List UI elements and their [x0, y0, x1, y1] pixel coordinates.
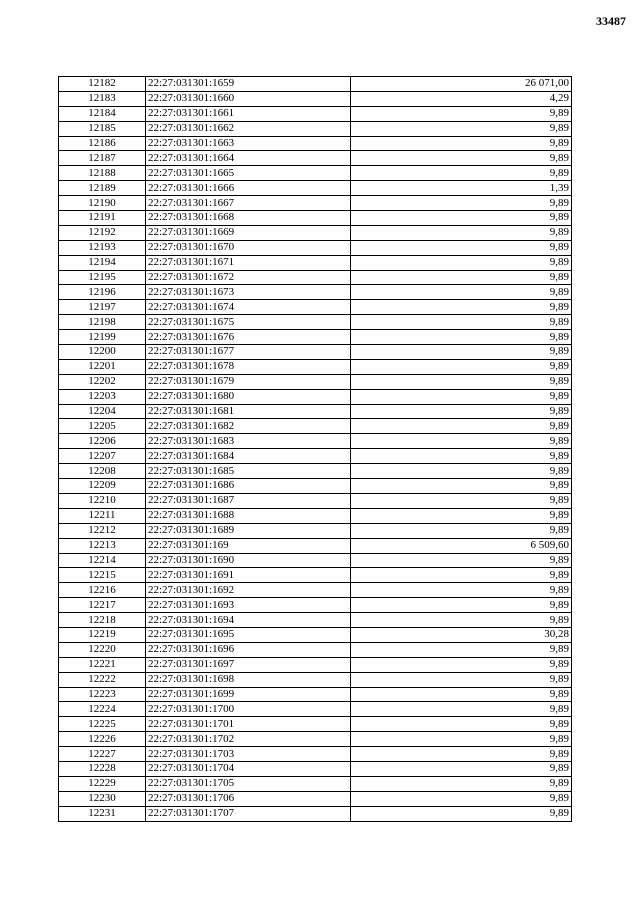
cadastral-number-cell: 22:27:031301:1667: [146, 196, 351, 211]
cadastral-number-cell: 22:27:031301:1684: [146, 449, 351, 464]
table-row: [59, 270, 572, 285]
cadastral-number-cell: 22:27:031301:1670: [146, 240, 351, 255]
cadastral-number-cell: 22:27:031301:1678: [146, 359, 351, 374]
table-row: [59, 761, 572, 776]
area-value-cell: 9,89: [351, 419, 572, 434]
row-number-cell: 12229: [59, 776, 146, 791]
table-row: [59, 508, 572, 523]
table-row: [59, 404, 572, 419]
row-number-cell: 12199: [59, 330, 146, 345]
table-row: [59, 657, 572, 672]
cadastral-number-cell: 22:27:031301:1696: [146, 642, 351, 657]
area-value-cell: 30,28: [351, 627, 572, 642]
row-number-cell: 12224: [59, 702, 146, 717]
row-number-cell: 12210: [59, 493, 146, 508]
row-number-cell: 12223: [59, 687, 146, 702]
table-row: [59, 91, 572, 106]
table-row: [59, 464, 572, 479]
area-value-cell: 9,89: [351, 776, 572, 791]
area-value-cell: 9,89: [351, 270, 572, 285]
row-number-cell: 12192: [59, 225, 146, 240]
table-row: [59, 613, 572, 628]
row-number-cell: 12200: [59, 345, 146, 360]
area-value-cell: 9,89: [351, 106, 572, 121]
row-number-cell: 12202: [59, 374, 146, 389]
area-value-cell: 9,89: [351, 791, 572, 806]
cadastral-number-cell: 22:27:031301:1666: [146, 181, 351, 196]
cadastral-number-cell: 22:27:031301:1691: [146, 568, 351, 583]
cadastral-number-cell: 22:27:031301:1668: [146, 211, 351, 226]
area-value-cell: 9,89: [351, 166, 572, 181]
table-row: [59, 598, 572, 613]
table-row: [59, 389, 572, 404]
table-row: [59, 359, 572, 374]
row-number-cell: 12209: [59, 479, 146, 494]
cadastral-number-cell: 22:27:031301:1662: [146, 121, 351, 136]
area-value-cell: 9,89: [351, 449, 572, 464]
cadastral-number-cell: 22:27:031301:1692: [146, 583, 351, 598]
row-number-cell: 12217: [59, 598, 146, 613]
cadastral-number-cell: 22:27:031301:169: [146, 538, 351, 553]
area-value-cell: 9,89: [351, 404, 572, 419]
row-number-cell: 12189: [59, 181, 146, 196]
table-row: [59, 479, 572, 494]
row-number-cell: 12219: [59, 627, 146, 642]
area-value-cell: 9,89: [351, 211, 572, 226]
area-value-cell: 9,89: [351, 642, 572, 657]
table-row: [59, 538, 572, 553]
row-number-cell: 12201: [59, 359, 146, 374]
row-number-cell: 12230: [59, 791, 146, 806]
row-number-cell: 12214: [59, 553, 146, 568]
table-row: [59, 717, 572, 732]
cadastral-number-cell: 22:27:031301:1676: [146, 330, 351, 345]
row-number-cell: 12215: [59, 568, 146, 583]
area-value-cell: 9,89: [351, 285, 572, 300]
row-number-cell: 12187: [59, 151, 146, 166]
table-row: [59, 77, 572, 92]
cadastral-number-cell: 22:27:031301:1672: [146, 270, 351, 285]
row-number-cell: 12231: [59, 806, 146, 821]
area-value-cell: 26 071,00: [351, 77, 572, 92]
table-row: [59, 747, 572, 762]
area-value-cell: 9,89: [351, 493, 572, 508]
row-number-cell: 12183: [59, 91, 146, 106]
table-row: [59, 374, 572, 389]
cadastral-number-cell: 22:27:031301:1674: [146, 300, 351, 315]
area-value-cell: 9,89: [351, 687, 572, 702]
cadastral-number-cell: 22:27:031301:1700: [146, 702, 351, 717]
area-value-cell: 9,89: [351, 553, 572, 568]
area-value-cell: 9,89: [351, 657, 572, 672]
area-value-cell: 4,29: [351, 91, 572, 106]
table-row: [59, 300, 572, 315]
area-value-cell: 6 509,60: [351, 538, 572, 553]
row-number-cell: 12194: [59, 255, 146, 270]
cadastral-number-cell: 22:27:031301:1669: [146, 225, 351, 240]
table-row: [59, 776, 572, 791]
row-number-cell: 12193: [59, 240, 146, 255]
cadastral-number-cell: 22:27:031301:1661: [146, 106, 351, 121]
table-row: [59, 642, 572, 657]
table-row: [59, 791, 572, 806]
cadastral-number-cell: 22:27:031301:1698: [146, 672, 351, 687]
table-row: [59, 285, 572, 300]
row-number-cell: 12207: [59, 449, 146, 464]
cadastral-number-cell: 22:27:031301:1663: [146, 136, 351, 151]
area-value-cell: 9,89: [351, 389, 572, 404]
cadastral-number-cell: 22:27:031301:1693: [146, 598, 351, 613]
row-number-cell: 12227: [59, 747, 146, 762]
table-row: [59, 240, 572, 255]
table-row: [59, 330, 572, 345]
cadastral-number-cell: 22:27:031301:1682: [146, 419, 351, 434]
row-number-cell: 12205: [59, 419, 146, 434]
row-number-cell: 12204: [59, 404, 146, 419]
row-number-cell: 12221: [59, 657, 146, 672]
cadastral-number-cell: 22:27:031301:1681: [146, 404, 351, 419]
area-value-cell: 9,89: [351, 374, 572, 389]
area-value-cell: 9,89: [351, 583, 572, 598]
row-number-cell: 12218: [59, 613, 146, 628]
row-number-cell: 12206: [59, 434, 146, 449]
area-value-cell: 9,89: [351, 464, 572, 479]
cadastral-number-cell: 22:27:031301:1697: [146, 657, 351, 672]
cadastral-number-cell: 22:27:031301:1702: [146, 732, 351, 747]
table-row: [59, 151, 572, 166]
area-value-cell: 9,89: [351, 672, 572, 687]
cadastral-number-cell: 22:27:031301:1701: [146, 717, 351, 732]
row-number-cell: 12203: [59, 389, 146, 404]
area-value-cell: 9,89: [351, 598, 572, 613]
row-number-cell: 12190: [59, 196, 146, 211]
row-number-cell: 12184: [59, 106, 146, 121]
area-value-cell: 9,89: [351, 702, 572, 717]
row-number-cell: 12197: [59, 300, 146, 315]
cadastral-number-cell: 22:27:031301:1687: [146, 493, 351, 508]
page-number: 33487: [596, 14, 626, 28]
row-number-cell: 12222: [59, 672, 146, 687]
cadastral-number-cell: 22:27:031301:1695: [146, 627, 351, 642]
table-row: [59, 419, 572, 434]
area-value-cell: 9,89: [351, 136, 572, 151]
table-row: [59, 255, 572, 270]
table-row: [59, 627, 572, 642]
area-value-cell: 9,89: [351, 225, 572, 240]
parcel-table: [58, 76, 572, 822]
row-number-cell: 12208: [59, 464, 146, 479]
cadastral-number-cell: 22:27:031301:1699: [146, 687, 351, 702]
area-value-cell: 9,89: [351, 151, 572, 166]
table-row: [59, 449, 572, 464]
area-value-cell: 9,89: [351, 121, 572, 136]
area-value-cell: 9,89: [351, 196, 572, 211]
table-row: [59, 166, 572, 181]
table-row: [59, 181, 572, 196]
row-number-cell: 12226: [59, 732, 146, 747]
cadastral-number-cell: 22:27:031301:1706: [146, 791, 351, 806]
cadastral-number-cell: 22:27:031301:1677: [146, 345, 351, 360]
cadastral-number-cell: 22:27:031301:1673: [146, 285, 351, 300]
area-value-cell: 9,89: [351, 508, 572, 523]
parcel-table-body: [59, 77, 572, 822]
area-value-cell: 9,89: [351, 315, 572, 330]
table-row: [59, 315, 572, 330]
cadastral-number-cell: 22:27:031301:1704: [146, 761, 351, 776]
table-row: [59, 345, 572, 360]
area-value-cell: 9,89: [351, 717, 572, 732]
table-row: [59, 121, 572, 136]
table-row: [59, 136, 572, 151]
cadastral-number-cell: 22:27:031301:1683: [146, 434, 351, 449]
cadastral-number-cell: 22:27:031301:1679: [146, 374, 351, 389]
area-value-cell: 9,89: [351, 479, 572, 494]
area-value-cell: 9,89: [351, 761, 572, 776]
area-value-cell: 9,89: [351, 255, 572, 270]
row-number-cell: 12220: [59, 642, 146, 657]
row-number-cell: 12182: [59, 77, 146, 92]
table-row: [59, 553, 572, 568]
table-row: [59, 672, 572, 687]
cadastral-number-cell: 22:27:031301:1675: [146, 315, 351, 330]
area-value-cell: 9,89: [351, 330, 572, 345]
table-row: [59, 702, 572, 717]
cadastral-number-cell: 22:27:031301:1690: [146, 553, 351, 568]
cadastral-number-cell: 22:27:031301:1671: [146, 255, 351, 270]
cadastral-number-cell: 22:27:031301:1665: [146, 166, 351, 181]
cadastral-number-cell: 22:27:031301:1689: [146, 523, 351, 538]
row-number-cell: 12188: [59, 166, 146, 181]
area-value-cell: 9,89: [351, 240, 572, 255]
area-value-cell: 9,89: [351, 613, 572, 628]
table-row: [59, 225, 572, 240]
row-number-cell: 12186: [59, 136, 146, 151]
row-number-cell: 12195: [59, 270, 146, 285]
row-number-cell: 12213: [59, 538, 146, 553]
cadastral-number-cell: 22:27:031301:1685: [146, 464, 351, 479]
table-row: [59, 106, 572, 121]
area-value-cell: 9,89: [351, 300, 572, 315]
area-value-cell: 9,89: [351, 523, 572, 538]
cadastral-number-cell: 22:27:031301:1705: [146, 776, 351, 791]
cadastral-number-cell: 22:27:031301:1707: [146, 806, 351, 821]
row-number-cell: 12225: [59, 717, 146, 732]
row-number-cell: 12211: [59, 508, 146, 523]
table-row: [59, 211, 572, 226]
cadastral-number-cell: 22:27:031301:1703: [146, 747, 351, 762]
table-row: [59, 806, 572, 821]
area-value-cell: 9,89: [351, 568, 572, 583]
row-number-cell: 12196: [59, 285, 146, 300]
area-value-cell: 9,89: [351, 747, 572, 762]
cadastral-number-cell: 22:27:031301:1659: [146, 77, 351, 92]
area-value-cell: 9,89: [351, 806, 572, 821]
table-row: [59, 523, 572, 538]
table-row: [59, 493, 572, 508]
cadastral-number-cell: 22:27:031301:1688: [146, 508, 351, 523]
area-value-cell: 9,89: [351, 732, 572, 747]
row-number-cell: 12191: [59, 211, 146, 226]
row-number-cell: 12198: [59, 315, 146, 330]
row-number-cell: 12216: [59, 583, 146, 598]
cadastral-number-cell: 22:27:031301:1694: [146, 613, 351, 628]
table-row: [59, 687, 572, 702]
row-number-cell: 12228: [59, 761, 146, 776]
table-row: [59, 196, 572, 211]
cadastral-number-cell: 22:27:031301:1660: [146, 91, 351, 106]
table-row: [59, 583, 572, 598]
table-row: [59, 568, 572, 583]
row-number-cell: 12212: [59, 523, 146, 538]
table-row: [59, 434, 572, 449]
area-value-cell: 9,89: [351, 434, 572, 449]
cadastral-number-cell: 22:27:031301:1680: [146, 389, 351, 404]
area-value-cell: 9,89: [351, 345, 572, 360]
cadastral-number-cell: 22:27:031301:1664: [146, 151, 351, 166]
row-number-cell: 12185: [59, 121, 146, 136]
table-row: [59, 732, 572, 747]
area-value-cell: 9,89: [351, 359, 572, 374]
area-value-cell: 1,39: [351, 181, 572, 196]
cadastral-number-cell: 22:27:031301:1686: [146, 479, 351, 494]
